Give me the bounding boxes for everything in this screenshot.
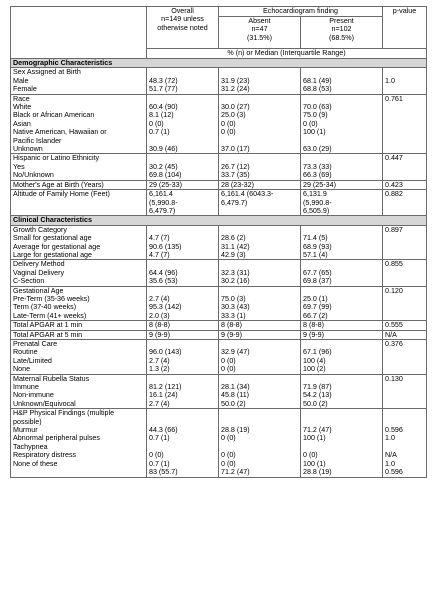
table-row [11, 260, 427, 286]
table-row [11, 374, 427, 409]
table-row [11, 180, 427, 189]
table-row [11, 330, 427, 339]
table-row [11, 321, 427, 330]
cell-pvalue: 0.555 [383, 321, 427, 330]
cell-present: 67.7 (65) 69.8 (37) [301, 260, 383, 286]
table-row [11, 286, 427, 321]
header-pvalue: p-value [383, 7, 427, 49]
cell-present: 68.1 (49) 68.8 (53) [301, 68, 383, 94]
row-label: H&P Physical Findings (multiple possible) Murmur Abnormal peripheral pulses Tachypnea Respiratory distress None of these [11, 409, 147, 477]
row-label: Total APGAR at 1 min [11, 321, 147, 330]
header-overall: Overall n=149 unless otherwise noted [147, 7, 219, 49]
header-present: Present n=102 (68.5%) [301, 17, 383, 49]
cell-absent: 30.0 (27) 25.0 (3) 0 (0) 0 (0) 37.0 (17) [219, 94, 301, 154]
cell-absent: 6,161.4 (6043.3- 6,479.7) [219, 190, 301, 216]
cell-pvalue: N/A [383, 330, 427, 339]
cell-pvalue: 0.882 [383, 190, 427, 216]
cell-overall: 8 (8-8) [147, 321, 219, 330]
cell-present: 29 (25-34) [301, 180, 383, 189]
cell-overall: 60.4 (90) 8.1 (12) 0 (0) 0.7 (1) 30.9 (46) [147, 94, 219, 154]
cell-absent: 75.0 (3) 30.3 (43) 33.3 (1) [219, 286, 301, 321]
header-units: % (n) or Median (Interquartile Range) [147, 49, 427, 59]
row-label: Gestational Age Pre-Term (35-36 weeks) Term (37-40 weeks) Late-Term (41+ weeks) [11, 286, 147, 321]
cell-present: 70.0 (63) 75.0 (9) 0 (0) 100 (1) 63.0 (29) [301, 94, 383, 154]
cell-present: 71.4 (5) 68.9 (93) 57.1 (4) [301, 225, 383, 260]
cell-present: 9 (9-9) [301, 330, 383, 339]
cell-absent: 9 (9-9) [219, 330, 301, 339]
cell-overall: 4.7 (7) 90.6 (135) 4.7 (7) [147, 225, 219, 260]
table-row [11, 68, 427, 94]
table-row [11, 225, 427, 260]
cell-absent: 32.9 (47) 0 (0) 0 (0) [219, 340, 301, 375]
cell-present: 8 (8-8) [301, 321, 383, 330]
characteristics-table [10, 6, 427, 478]
cell-absent: 28 (23-32) [219, 180, 301, 189]
cell-pvalue: 0.130 [383, 374, 427, 409]
cell-overall: 9 (9-9) [147, 330, 219, 339]
cell-pvalue: 0.120 [383, 286, 427, 321]
cell-present: 67.1 (96) 100 (4) 100 (2) [301, 340, 383, 375]
row-label: Altitude of Family Home (Feet) [11, 190, 147, 216]
table-row [11, 340, 427, 375]
row-label: Race White Black or African American Asian Native American, Hawaiian or Pacific Islander Unknown [11, 94, 147, 154]
row-label: Maternal Rubella Status Immune Non-immune Unknown/Equivocal [11, 374, 147, 409]
cell-overall: 81.2 (121) 16.1 (24) 2.7 (4) [147, 374, 219, 409]
cell-absent: 28.6 (2) 31.1 (42) 42.9 (3) [219, 225, 301, 260]
cell-present: 6,131.9 (5,990.8- 6,505.9) [301, 190, 383, 216]
cell-pvalue: 0.447 [383, 154, 427, 180]
cell-absent: 31.9 (23) 31.2 (24) [219, 68, 301, 94]
cell-absent: 8 (8-8) [219, 321, 301, 330]
cell-absent: 28.1 (34) 45.8 (11) 50.0 (2) [219, 374, 301, 409]
section-clinical: Clinical Characteristics [11, 216, 427, 225]
header-echo-group: Echocardiogram finding [219, 7, 383, 17]
cell-pvalue: 0.855 [383, 260, 427, 286]
cell-overall: 30.2 (45) 69.8 (104) [147, 154, 219, 180]
row-label: Growth Category Small for gestational age Average for gestational age Large for gestational age [11, 225, 147, 260]
cell-present: 71.2 (47) 100 (1) 0 (0) 100 (1) 28.8 (19) [301, 409, 383, 477]
header-absent: Absent n=47 (31.5%) [219, 17, 301, 49]
row-label: Prenatal Care Routine Late/Limited None [11, 340, 147, 375]
table-row [11, 409, 427, 477]
row-label: Mother's Age at Birth (Years) [11, 180, 147, 189]
row-label: Delivery Method Vaginal Delivery C-Section [11, 260, 147, 286]
cell-absent: 26.7 (12) 33.7 (35) [219, 154, 301, 180]
table-row [11, 94, 427, 154]
cell-pvalue: 0.376 [383, 340, 427, 375]
cell-absent: 32.3 (31) 30.2 (16) [219, 260, 301, 286]
cell-overall: 48.3 (72) 51.7 (77) [147, 68, 219, 94]
row-label: Hispanic or Latino Ethnicity Yes No/Unknown [11, 154, 147, 180]
cell-pvalue: 0.423 [383, 180, 427, 189]
table-row [11, 154, 427, 180]
header-label-cell [11, 7, 147, 59]
cell-pvalue: 0.596 1.0 N/A 1.0 0.596 [383, 409, 427, 477]
cell-overall: 44.3 (66) 0.7 (1) 0 (0) 0.7 (1) 83 (55.7) [147, 409, 219, 477]
cell-absent: 28.8 (19) 0 (0) 0 (0) 0 (0) 71.2 (47) [219, 409, 301, 477]
table-row [11, 190, 427, 216]
cell-pvalue: 0.761 [383, 94, 427, 154]
cell-overall: 2.7 (4) 95.3 (142) 2.0 (3) [147, 286, 219, 321]
cell-pvalue: 1.0 [383, 68, 427, 94]
cell-present: 71.9 (87) 54.2 (13) 50.0 (2) [301, 374, 383, 409]
row-label: Total APGAR at 5 min [11, 330, 147, 339]
cell-overall: 96.0 (143) 2.7 (4) 1.3 (2) [147, 340, 219, 375]
cell-overall: 6,161.4 (5,990.8- 6,479.7) [147, 190, 219, 216]
cell-overall: 29 (25-33) [147, 180, 219, 189]
cell-present: 25.0 (1) 69.7 (99) 66.7 (2) [301, 286, 383, 321]
cell-overall: 64.4 (96) 35.6 (53) [147, 260, 219, 286]
cell-present: 73.3 (33) 66.3 (69) [301, 154, 383, 180]
row-label: Sex Assigned at Birth Male Female [11, 68, 147, 94]
cell-pvalue: 0.897 [383, 225, 427, 260]
section-demographic: Demographic Characteristics [11, 59, 427, 68]
